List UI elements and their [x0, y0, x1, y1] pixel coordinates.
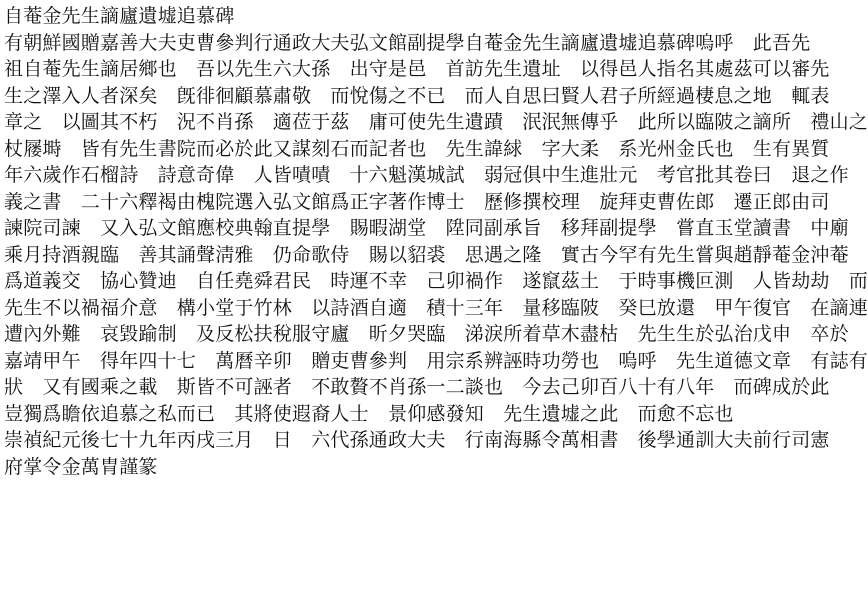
document-title: 自菴金先生謫廬遺墟追慕碑 [4, 5, 235, 27]
colophon-line: 崇禎紀元後七十九年丙戌三月 日 六代孫通政大夫 行南海縣令萬相書 後學通訓大夫前行司憲 [4, 429, 830, 451]
body-line: 乘月持酒親臨 善其誦聲淸雅 仍命歌侍 賜以貂裘 思遇之隆 實古今罕有先生嘗與趙靜菴金沖菴 [4, 243, 849, 266]
body-line: 章之 以圖其不朽 況不肖孫 適莅于茲 庸可使先生遺蹟 泯泯無傳乎 此所以臨陂之謫所 禮山之 [4, 111, 868, 133]
body-line: 生之澤入人者深矣 旣徘徊顧慕肅敬 而悅傷之不已 而人自思曰賢人君子所經過棲息之地 輒表 [4, 84, 830, 107]
body-line: 嘉靖甲午 得年四十七 萬曆辛卯 贈吏曹參判 用宗系辨誣時功勞也 嗚呼 先生道德文章 有誌有 [4, 349, 868, 372]
body-line: 狀 又有國乘之載 斯皆不可誣者 不敢贅不肖孫一二談也 今去己卯百八十有八年 而碑成於此 [4, 376, 830, 398]
body-line: 先生不以禍福介意 構小堂于竹林 以詩酒自適 積十三年 量移臨陂 癸巳放還 甲午復官 在謫連 [4, 296, 868, 319]
inscription-body [4, 30, 868, 428]
body-line: 諫院司諫 又入弘文館應校典翰直提學 賜暇湖堂 陞同副承旨 移拜副提學 嘗直玉堂讀書 中廟 [4, 217, 849, 239]
body-line: 祖自菴先生謫居鄉也 吾以先生六大孫 出守是邑 首訪先生遺址 以得邑人指名其處茲可以審先 [4, 58, 830, 80]
colophon-line: 府掌令金萬胄謹篆 [4, 455, 158, 478]
body-line: 有朝鮮國贈嘉善大夫吏曹參判行通政大夫弘文館副提學自菴金先生謫廬遺墟追慕碑嗚呼 此吾先 [4, 31, 811, 54]
body-line: 杖屦塒 皆有先生書院而必於此又謀刻石而記者也 先生諱絿 字大柔 系光州金氏也 生有異質 [4, 137, 830, 160]
body-line: 遭內外難 哀毀踰制 及反松扶稅服守廬 昕夕哭臨 涕淚所着草木盡枯 先生生於弘治戊申 卒於 [4, 323, 849, 345]
colophon [4, 427, 830, 480]
body-line: 義之書 二十六釋褐由槐院選入弘文館爲正字著作博士 歷修撰校理 旋拜吏曹佐郎 遷正郎由司 [4, 190, 830, 213]
body-line: 年六歲作石榴詩 詩意奇偉 人皆嘖嘖 十六魁漢城試 弱冠俱中生進壯元 考官批其卷曰 退之作 [4, 164, 849, 186]
body-line: 豈獨爲瞻依追慕之私而已 其將使遐裔人士 景仰感發知 先生遺墟之此 而愈不忘也 [4, 402, 734, 425]
body-line: 爲道義交 協心贊迪 自任堯舜君民 時運不幸 己卯禍作 遂竄茲土 于時事機叵測 人皆劫劫 而 [4, 270, 868, 292]
